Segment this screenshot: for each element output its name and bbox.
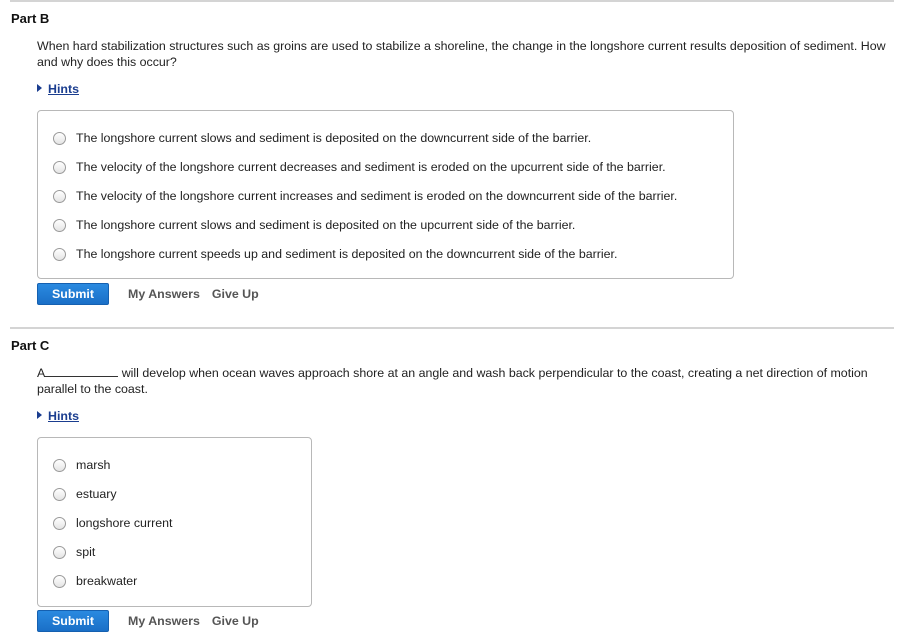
option-label: The velocity of the longshore current decreases and sediment is eroded on the upcurrent side of the barrier. <box>76 160 666 174</box>
part-c-title: Part C <box>11 338 50 353</box>
part-c-my-answers-button[interactable]: My Answers <box>128 614 200 628</box>
part-b-submit-button[interactable]: Submit <box>37 283 109 305</box>
radio-button[interactable] <box>53 161 66 174</box>
part-c-actions <box>37 610 259 632</box>
option-label: The longshore current speeds up and sediment is deposited on the downcurrent side of the barrier. <box>76 247 618 261</box>
part-c-submit-button[interactable]: Submit <box>37 610 109 632</box>
part-b-my-answers-button[interactable]: My Answers <box>128 287 200 301</box>
part-b-option-5[interactable] <box>53 245 617 263</box>
part-c-option-1[interactable] <box>53 456 110 474</box>
part-c-question-prefix: A <box>37 366 46 380</box>
radio-button[interactable] <box>53 546 66 559</box>
option-label: estuary <box>76 487 117 501</box>
part-b-hints-label: Hints <box>48 82 79 96</box>
option-label: The velocity of the longshore current increases and sediment is eroded on the downcurrent side of the barrier. <box>76 189 678 203</box>
option-label: The longshore current slows and sediment is deposited on the downcurrent side of the barrier. <box>76 131 592 145</box>
option-label: breakwater <box>76 574 138 588</box>
part-b-option-3[interactable] <box>53 187 677 205</box>
part-b-options-box <box>37 110 734 279</box>
option-label: longshore current <box>76 516 173 530</box>
part-c-option-3[interactable] <box>53 514 172 532</box>
radio-button[interactable] <box>53 190 66 203</box>
option-label: marsh <box>76 458 111 472</box>
radio-button[interactable] <box>53 248 66 261</box>
part-b-option-2[interactable] <box>53 158 666 176</box>
expand-triangle-icon <box>37 84 42 92</box>
section-divider <box>10 327 894 329</box>
part-b-option-1[interactable] <box>53 129 591 147</box>
part-b-give-up-button[interactable]: Give Up <box>211 287 259 301</box>
part-b-option-4[interactable] <box>53 216 575 234</box>
option-label: spit <box>76 545 96 559</box>
radio-button[interactable] <box>53 132 66 145</box>
section-divider-top <box>10 0 894 2</box>
radio-button[interactable] <box>53 219 66 232</box>
part-c-options-box <box>37 437 312 607</box>
part-c-hints-label: Hints <box>48 409 79 423</box>
part-b-hints-link[interactable] <box>37 82 79 96</box>
option-label: The longshore current slows and sediment is deposited on the upcurrent side of the barrier. <box>76 218 576 232</box>
fill-in-blank <box>45 365 118 377</box>
radio-button[interactable] <box>53 459 66 472</box>
part-c-option-2[interactable] <box>53 485 117 503</box>
radio-button[interactable] <box>53 488 66 501</box>
expand-triangle-icon <box>37 411 42 419</box>
part-c-give-up-button[interactable]: Give Up <box>211 614 259 628</box>
part-c-option-5[interactable] <box>53 572 137 590</box>
part-b-actions <box>37 283 259 305</box>
part-c-hints-link[interactable] <box>37 409 79 423</box>
part-c-question-suffix: will develop when ocean waves approach shore at an angle and wash back perpendicular to the coast, creating a net direction of motion parallel to the coast. <box>37 366 868 396</box>
radio-button[interactable] <box>53 517 66 530</box>
radio-button[interactable] <box>53 575 66 588</box>
part-b-title: Part B <box>11 11 50 26</box>
part-b-question: When hard stabilization structures such as groins are used to stabilize a shoreline, the change in the longshore current results deposition of sediment. How and why does this occur? <box>37 39 886 69</box>
part-c-option-4[interactable] <box>53 543 95 561</box>
part-c-question <box>37 365 887 397</box>
